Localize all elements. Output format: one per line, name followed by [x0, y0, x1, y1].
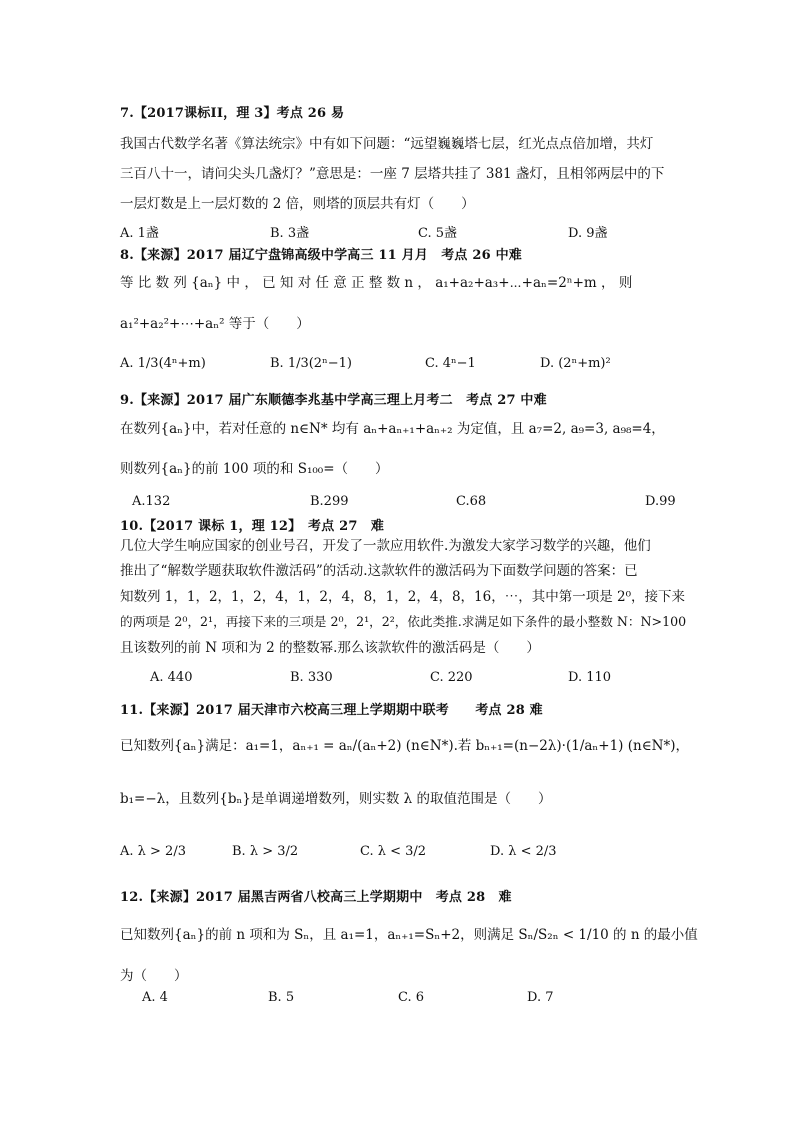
q7-choice-c: C. 5盏 [418, 226, 458, 241]
q12-choice-a: A. 4 [142, 990, 168, 1005]
q12-line-2: 为（ ） [120, 968, 188, 984]
q12-choice-b: B. 5 [268, 990, 295, 1005]
q10-line-1: 几位大学生响应国家的创业号召，开发了一款应用软件.为激发大家学习数学的兴趣，他们 [120, 538, 651, 554]
q8-header: 8.【来源】2017 届辽宁盘锦高级中学高三 11 月月 考点 26 中难 [120, 248, 522, 263]
q10-choice-a: A. 440 [150, 670, 193, 685]
q11-choice-a: A. λ > 2/3 [120, 844, 186, 859]
q7-choice-d: D. 9盏 [568, 226, 608, 241]
q11-choice-c: C. λ < 3/2 [360, 844, 427, 859]
q9-choice-b: B.299 [310, 494, 349, 509]
q8-choice-c: C. 4ⁿ−1 [425, 356, 476, 371]
q7-line-1: 我国古代数学名著《算法统宗》中有如下问题：“远望巍巍塔七层，红光点点倍加增，共灯 [120, 136, 654, 152]
q8-choice-d: D. (2ⁿ+m)² [540, 356, 611, 371]
q9-header: 9.【来源】2017 届广东顺德李兆基中学高三理上月考二 考点 27 中难 [120, 393, 547, 408]
q12-line-1: 已知数列{aₙ}的前 n 项和为 Sₙ，且 a₁=1，aₙ₊₁=Sₙ+2，则满足 Sₙ/S₂ₙ < 1/10 的 n 的最小值 [120, 927, 698, 943]
q11-line-2: b₁=−λ，且数列{bₙ}是单调递增数列，则实数 λ 的取值范围是（ ） [120, 791, 552, 807]
q12-choice-c: C. 6 [398, 990, 425, 1005]
q7-choice-b: B. 3盏 [270, 226, 310, 241]
q10-header: 10.【2017 课标 1，理 12】 考点 27 难 [120, 519, 385, 534]
q7-line-3: 一层灯数是上一层灯数的 2 倍，则塔的顶层共有灯（ ） [120, 196, 475, 212]
q7-choice-a: A. 1盏 [120, 226, 159, 241]
q9-line-2: 则数列{aₙ}的前 100 项的和 S₁₀₀=（ ） [120, 461, 389, 477]
q10-line-5: 且该数列的前 N 项和为 2 的整数幂.那么该款软件的激活码是（ ） [120, 640, 540, 656]
q11-choice-d: D. λ < 2/3 [490, 844, 557, 859]
q7-header: 7.【2017课标II，理 3】考点 26 易 [120, 106, 345, 121]
q9-line-1: 在数列{aₙ}中，若对任意的 n∈N* 均有 aₙ+aₙ₊₁+aₙ₊₂ 为定值，且 a₇=2, a₉=3, a₉₈=4， [120, 421, 665, 437]
q11-choice-b: B. λ > 3/2 [232, 844, 299, 859]
q9-choice-a: A.132 [132, 494, 171, 509]
q11-line-1: 已知数列{aₙ}满足：a₁=1，aₙ₊₁ = aₙ/(aₙ+2) (n∈N*).若 bₙ₊₁=(n−2λ)·(1/aₙ+1) (n∈N*)， [120, 738, 690, 754]
q10-choice-d: D. 110 [568, 670, 612, 685]
q10-choice-c: C. 220 [430, 670, 473, 685]
q10-line-3: 知数列 1，1，2，1，2，4，1，2，4，8，1，2，4，8，16，⋯，其中第一项是 2⁰，接下来 [120, 589, 686, 605]
q10-line-4: 的两项是 2⁰，2¹，再接下来的三项是 2⁰，2¹，2²，依此类推.求满足如下条件的最小整数 N：N>100 [120, 614, 687, 629]
q12-header: 12.【来源】2017 届黑吉两省八校高三上学期期中 考点 28 难 [120, 890, 512, 905]
q10-choice-b: B. 330 [290, 670, 333, 685]
q12-choice-d: D. 7 [527, 990, 554, 1005]
q8-line-2: a₁²+a₂²+⋯+aₙ² 等于（ ） [120, 316, 310, 332]
q9-choice-c: C.68 [456, 494, 487, 509]
q11-header: 11.【来源】2017 届天津市六校高三理上学期期中联考 考点 28 难 [120, 703, 543, 718]
q8-line-1: 等 比 数 列 {aₙ} 中 ， 已 知 对 任 意 正 整 数 n ， a₁+a₂+a₃+⋯+aₙ=2ⁿ+m ， 则 [120, 275, 633, 291]
q10-line-2: 推出了“解数学题获取软件激活码”的活动.这款软件的激活码为下面数学问题的答案：已 [120, 563, 638, 579]
q8-choice-a: A. 1/3(4ⁿ+m) [120, 356, 206, 371]
q9-choice-d: D.99 [645, 494, 676, 509]
q7-line-2: 三百八十一，请问尖头几盏灯？”意思是：一座 7 层塔共挂了 381 盏灯，且相邻两层中的下 [120, 166, 665, 182]
q8-choice-b: B. 1/3(2ⁿ−1) [270, 356, 352, 371]
